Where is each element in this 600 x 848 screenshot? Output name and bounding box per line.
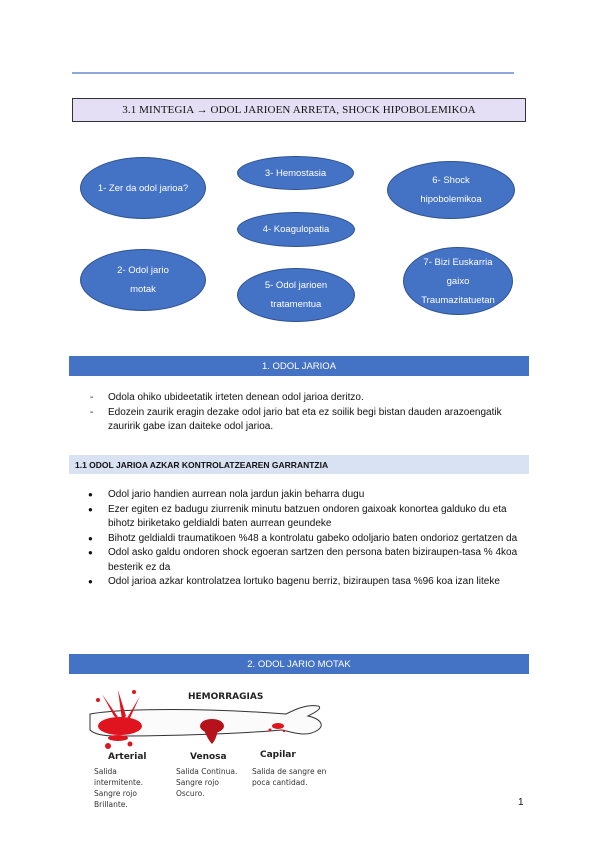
list-item: ● Bihotz geldialdi traumatikoen %48 a kontrolatu gabeko odoljario baten ondorioz gertatzen da bbox=[86, 532, 526, 547]
list-item: ● Odol jarioa azkar kontrolatzea lortuko bagenu berriz, biziraupen tasa %96 koa izan liteke bbox=[86, 575, 526, 590]
type-caption-arterial: Salida intermitente. Sangre rojo Brillante. bbox=[94, 767, 143, 809]
list-item: ● Odol asko galdu ondoren shock egoeran sartzen den persona baten biziraupen-tasa % 4koa besterik ez da bbox=[86, 546, 526, 575]
type-caption-venosa: Salida Continua. Sangre rojo Oscuro. bbox=[176, 767, 238, 798]
type-label-venosa: Venosa bbox=[190, 752, 227, 762]
topic-bubble-1 bbox=[80, 157, 206, 219]
topic-label-3: 3- Hemostasia bbox=[264, 167, 327, 179]
topic-bubble-3 bbox=[237, 156, 354, 190]
section1-1-list bbox=[86, 488, 526, 590]
topic-bubble-2 bbox=[80, 249, 206, 311]
section1-list bbox=[86, 391, 516, 435]
topic-bubble-6 bbox=[387, 161, 515, 219]
topic-label-1: 1- Zer da odol jarioa? bbox=[97, 182, 189, 194]
section-heading-2: 2. ODOL JARIO MOTAK bbox=[69, 654, 529, 674]
topic-bubble-4 bbox=[237, 212, 355, 247]
figure-title: HEMORRAGIAS bbox=[188, 692, 264, 702]
list-item: - Edozein zaurik eragin dezake odol jario bat eta ez soilik begi bistan dauden arazoengatik zauririk gabe izan daiteke odol jarioa. bbox=[86, 406, 516, 435]
type-caption-capilar: Salida de sangre en poca cantidad. bbox=[252, 767, 327, 787]
list-item: ● Odol jario handien aurrean nola jardun jakin beharra dugu bbox=[86, 488, 526, 503]
topic-label-4: 4- Koagulopatia bbox=[262, 224, 330, 235]
topic-label-2: 2- Odol jario motak bbox=[117, 265, 169, 295]
page-title: 3.1 MINTEGIA → ODOL JARIOEN ARRETA, SHOCK HIPOBOLEMIKOA bbox=[72, 98, 526, 122]
list-item: - Odola ohiko ubideetatik irteten denean odol jarioa deritzo. bbox=[86, 391, 516, 406]
header-rule bbox=[72, 72, 514, 74]
type-label-capilar: Capilar bbox=[260, 750, 296, 760]
topic-label-6: 6- Shock hipobolemikoa bbox=[420, 175, 482, 205]
page-number: 1 bbox=[518, 797, 524, 808]
topic-bubble-5 bbox=[237, 268, 355, 322]
hemorrhage-figure bbox=[86, 686, 336, 809]
type-label-arterial: Arterial bbox=[108, 752, 147, 762]
topic-bubble-7 bbox=[403, 247, 513, 315]
topic-label-5: 5- Odol jarioen tratamentua bbox=[264, 280, 328, 310]
topic-label-7: 7- Bizi Euskarria gaixo Traumazitatuetan bbox=[421, 256, 495, 306]
section-heading-1: 1. ODOL JARIOA bbox=[69, 356, 529, 376]
subsection-heading-1-1: 1.1 ODOL JARIOA AZKAR KONTROLATZEAREN GARRANTZIA bbox=[69, 455, 529, 474]
list-item: ● Ezer egiten ez badugu ziurrenik minutu batzuen ondoren gaixoak konortea galduko du eta bihotz biriketako geldialdi baten aurrean geundeke bbox=[86, 503, 526, 532]
